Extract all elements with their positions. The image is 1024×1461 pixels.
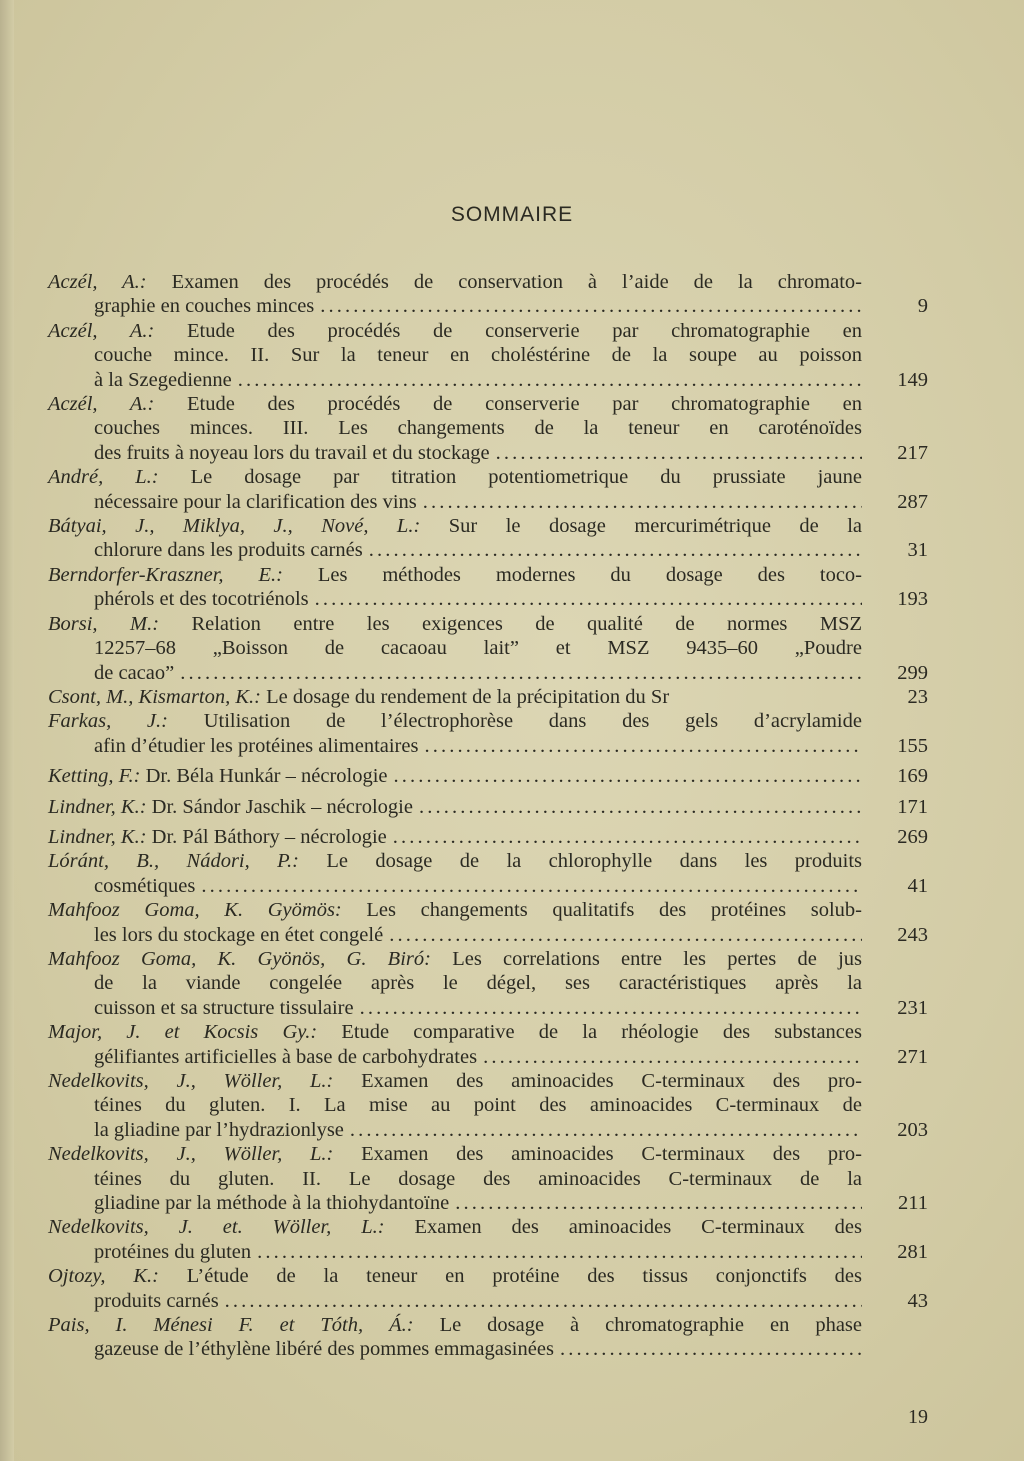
dot-leader (424, 734, 862, 758)
entry-line: 12257–68 „Boisson de cacaoau lait” et MSZ 9435–60 „Poudre (94, 637, 862, 660)
entry-author: Aczél, A.: (48, 319, 187, 342)
entry-page-number: 271 (897, 1045, 928, 1068)
entry-last-line: gélifiantes artificielles à base de carbohydrates . . . (48, 1045, 862, 1069)
entry-line: Farkas, J.: Utilisation de l’électrophorèse dans des gels d’acrylamide (48, 710, 862, 733)
entry-page-number: 171 (897, 795, 928, 818)
entry-line: Nedelkovits, J., Wöller, L.: Examen des aminoacides C-terminaux des pro- (48, 1143, 863, 1166)
toc-entry (48, 1215, 928, 1264)
dot-leader (238, 368, 862, 392)
entry-author: Aczél, A.: (48, 271, 172, 293)
dot-leader (320, 294, 862, 318)
dot-leader (180, 661, 862, 685)
toc-entry (48, 1313, 928, 1362)
entry-page-number: 281 (897, 1240, 928, 1263)
entry-last-line: afin d’étudier les protéines alimentaires . . . (48, 734, 862, 758)
entry-line: Pais, I. Ménesi F. et Tóth, Á.: Le dosage à chromatographie en phase (48, 1314, 863, 1337)
entry-line: Nedelkovits, J., Wöller, L.: Examen des aminoacides C-terminaux des pro- (48, 1070, 863, 1092)
entry-line: Berndorfer-Kraszner, E.: Les méthodes modernes du dosage des toco- (48, 563, 862, 586)
entry-author: Borsi, M.: (48, 612, 192, 635)
entry-line: Borsi, M.: Relation entre les exigences de qualité de normes MSZ (48, 612, 862, 635)
entry-author: Pais, I. Ménesi F. et Tóth, Á.: (48, 1314, 440, 1337)
entry-page-number: 203 (897, 1118, 928, 1141)
entry-last-line: protéines du gluten . . . (48, 1240, 862, 1264)
entry-line: couches minces. III. Les changements de la teneur en caroténoïdes (94, 417, 862, 440)
dot-leader (455, 1191, 862, 1215)
dot-leader (419, 795, 862, 819)
entry-page-number: 211 (898, 1192, 928, 1215)
entry-author: Lindner, K.: (48, 795, 152, 818)
toc-entry (48, 392, 928, 465)
entry-page-number: 41 (907, 874, 928, 897)
entry-author: Ketting, F.: (48, 765, 146, 788)
toc-entry (48, 319, 928, 392)
toc-entry (48, 825, 928, 849)
toc-entry (48, 1142, 928, 1215)
toc-entry (48, 898, 928, 947)
entry-author: Aczél, A.: (48, 393, 187, 416)
entry-line: Aczél, A.: Etude des procédés de conserverie par chromatographie en (48, 393, 863, 416)
entry-author: Berndorfer-Kraszner, E.: (48, 563, 318, 586)
dot-leader (394, 764, 862, 788)
dot-leader (350, 1118, 862, 1142)
entry-title: Dr. Pál Báthory – nécrologie (151, 825, 387, 848)
entry-line: Nedelkovits, J. et. Wöller, L.: Examen des aminoacides C-terminaux des (48, 1216, 863, 1239)
entry-page-number: 155 (897, 734, 928, 757)
entry-last-line: à la Szegedienne . . . (48, 368, 862, 392)
toc-entry (48, 514, 928, 563)
entry-line: Mahfooz Goma, K. Gyönös, G. Biró: Les correlations entre les pertes de jus (48, 947, 862, 970)
entry-line: Aczél, A.: Etude des procédés de conserverie par chromatographie en (48, 319, 863, 342)
page-number: 19 (908, 1406, 928, 1428)
entry-line: Lóránt, B., Nádori, P.: Le dosage de la chlorophylle dans les produits (48, 850, 862, 873)
entry-last-line: la gliadine par l’hydrazionlyse . . . (48, 1118, 862, 1142)
entry-page-number: 149 (897, 368, 928, 391)
entry-page-number: 269 (897, 825, 928, 848)
page-title: SOMMAIRE (450, 203, 574, 226)
dot-leader (393, 825, 862, 849)
entry-last-line: des fruits à noyeau lors du travail et du stockage . . . (48, 441, 862, 465)
dot-leader (315, 587, 862, 611)
entry-last-line: phérols et des tocotriénols . . . (48, 587, 862, 611)
toc-entry (48, 1264, 928, 1313)
entry-line: Ojtozy, K.: L’étude de la teneur en protéine des tissus conjonctifs des (48, 1265, 862, 1288)
entry-last-line: de cacao” . . . (48, 661, 862, 685)
entry-page-number: 9 (917, 295, 928, 318)
entry-line: Major, J. et Kocsis Gy.: Etude comparative de la rhéologie des substances (48, 1021, 862, 1044)
toc-entry (48, 1020, 928, 1069)
entry-title: Dr. Sándor Jaschik – nécrologie (151, 795, 413, 818)
entry-author: Nedelkovits, J. et. Wöller, L.: (48, 1216, 415, 1239)
toc-entry (48, 947, 928, 1020)
entry-page-number: 193 (897, 588, 928, 611)
entry-line: Mahfooz Goma, K. Gyömös: Les changements qualitatifs des protéines solub- (48, 899, 862, 922)
entry-author: Ojtozy, K.: (48, 1265, 187, 1288)
entry-author: Nedelkovits, J., Wöller, L.: (48, 1143, 362, 1166)
entry-page-number: 231 (897, 996, 928, 1019)
table-of-contents (48, 270, 928, 1362)
toc-entry (48, 1069, 928, 1142)
dot-leader (483, 1045, 862, 1069)
entry-author: Csont, M., Kismarton, K.: (48, 685, 267, 708)
entry-page-number: 23 (907, 685, 928, 708)
entry-author: Nedelkovits, J., Wöller, L.: (48, 1070, 362, 1092)
entry-page-number: 31 (907, 539, 928, 562)
entry-page-number: 287 (897, 490, 928, 513)
dot-leader (257, 1240, 862, 1264)
dot-leader (560, 1337, 862, 1361)
entry-last-line: produits carnés . . . (48, 1289, 862, 1313)
entry-page-number: 243 (897, 923, 928, 946)
entry-last-line: gazeuse de l’éthylène libéré des pommes emmagasinées . . . (48, 1337, 862, 1361)
entry-author: André, L.: (48, 466, 191, 489)
dot-leader (369, 538, 862, 562)
entry-line: couche mince. II. Sur la teneur en choléstérine de la soupe au poisson (94, 344, 862, 367)
entry-line: Aczél, A.: Examen des procédés de conservation à l’aide de la chromato- (48, 271, 862, 293)
entry-page-number: 299 (897, 661, 928, 684)
entry-last-line: cosmétiques . . . (48, 874, 862, 898)
toc-entry (48, 563, 928, 612)
entry-line: téines du gluten. I. La mise au point des aminoacides C-terminaux de (94, 1094, 862, 1117)
entry-title: Le dosage du rendement de la précipitation du Sr (266, 685, 670, 708)
entry-last-line: les lors du stockage en étet congelé . . . (48, 923, 862, 947)
entry-line: André, L.: Le dosage par titration potentiometrique du prussiate jaune (48, 466, 863, 489)
entry-line: Bátyai, J., Miklya, J., Nové, L.: Sur le dosage mercurimétrique de la (48, 515, 862, 538)
toc-entry (48, 709, 928, 758)
dot-leader (389, 923, 862, 947)
entry-page-number: 169 (897, 765, 928, 788)
entry-last-line: cuisson et sa structure tissulaire . . . (48, 996, 862, 1020)
entry-last-line: chlorure dans les produits carnés . . . (48, 538, 862, 562)
dot-leader (225, 1289, 862, 1313)
entry-author: Mahfooz Goma, K. Gyönös, G. Biró: (48, 947, 453, 970)
toc-entry (48, 465, 928, 514)
toc-entry (48, 795, 928, 819)
dot-leader (496, 441, 862, 465)
entry-author: Bátyai, J., Miklya, J., Nové, L.: (48, 515, 449, 538)
entry-line: téines du gluten. II. Le dosage des aminoacides C-terminaux de la (94, 1167, 862, 1190)
entry-line: de la viande congelée après le dégel, ses caractéristiques après la (94, 972, 862, 995)
toc-entry (48, 685, 928, 709)
entry-author: Major, J. et Kocsis Gy.: (48, 1021, 342, 1044)
toc-entry (48, 270, 928, 319)
entry-last-line: graphie en couches minces . . . (48, 294, 862, 318)
entry-author: Lóránt, B., Nádori, P.: (48, 850, 327, 873)
entry-title: Dr. Béla Hunkár – nécrologie (145, 765, 388, 788)
entry-author: Mahfooz Goma, K. Gyömös: (48, 899, 367, 922)
entry-last-line: nécessaire pour la clarification des vins . . . (48, 490, 862, 514)
entry-page-number: 43 (907, 1289, 928, 1312)
toc-entry (48, 849, 928, 898)
dot-leader (423, 490, 862, 514)
toc-entry (48, 612, 928, 685)
entry-author: Farkas, J.: (48, 710, 204, 733)
entry-author: Lindner, K.: (48, 825, 152, 848)
dot-leader (360, 996, 862, 1020)
entry-page-number: 217 (897, 441, 928, 464)
dot-leader (201, 874, 862, 898)
toc-entry (48, 764, 928, 788)
entry-last-line: gliadine par la méthode à la thiohydantoïne . . . (48, 1191, 862, 1215)
